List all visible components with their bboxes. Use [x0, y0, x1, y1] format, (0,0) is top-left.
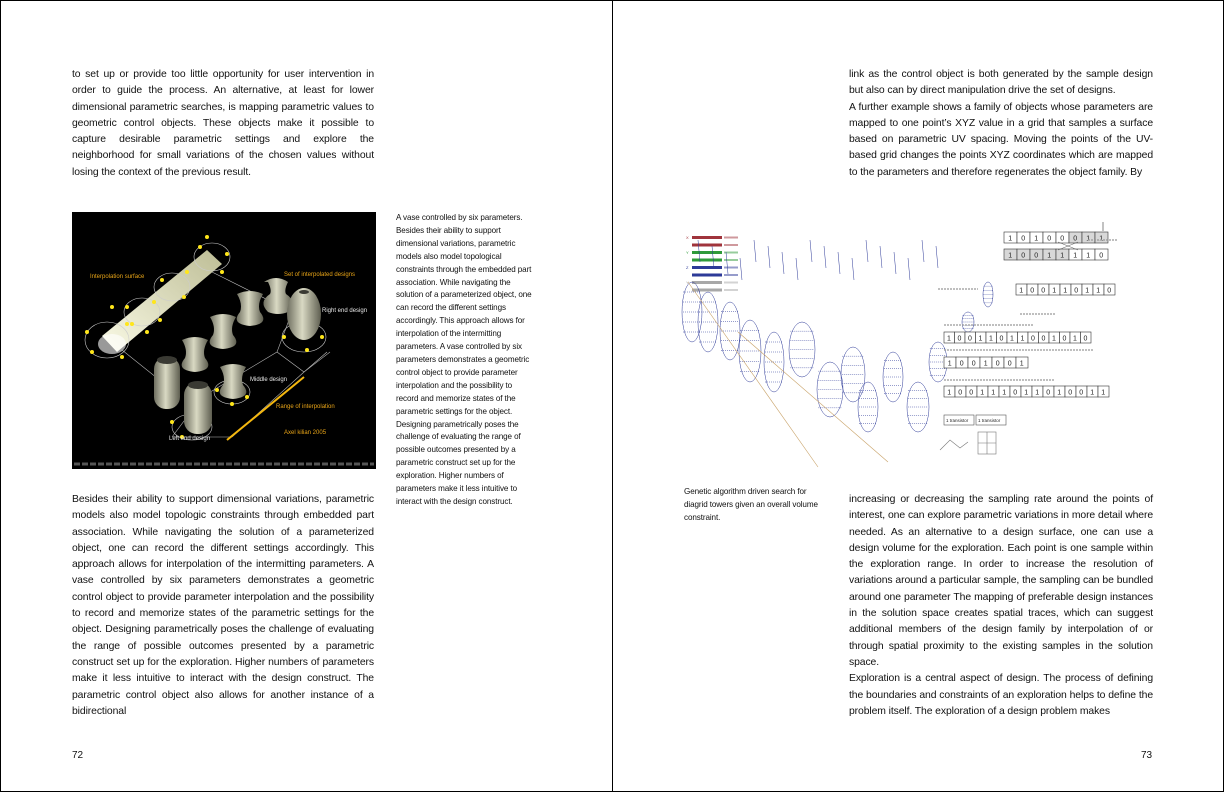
- left-top-paragraph: [72, 67, 374, 181]
- genome-cell-bit: 0: [1031, 335, 1035, 343]
- expression-cell-bit: 0: [1079, 389, 1084, 397]
- simplified-cell-bit: 0: [1007, 360, 1012, 368]
- genome-cell-bit: 1: [1010, 335, 1014, 343]
- tower-mesh: [962, 312, 974, 332]
- parameter-bar: [692, 244, 722, 247]
- axis-letter: Y: [686, 250, 689, 255]
- label-left-end: Left end design: [169, 436, 211, 442]
- crossover-row1-cell-bit: 1: [1099, 235, 1104, 243]
- tower-spike: [852, 258, 854, 280]
- mutation-cell-bit: 0: [1041, 287, 1046, 295]
- crossover-diagram: [938, 222, 1118, 454]
- expression-cell-bit: 1: [980, 389, 985, 397]
- genome-cell-bit: 1: [1020, 335, 1025, 343]
- simplified-cell-bit: 0: [959, 360, 964, 368]
- expression-cell-bit: 0: [958, 389, 963, 397]
- mutation-cell-bit: 0: [1030, 287, 1035, 295]
- parameter-value-text: [724, 259, 738, 261]
- parameter-value-text: [724, 244, 738, 246]
- mutation-cell-bit: 1: [1019, 287, 1024, 295]
- crossover-row2-cell-bit: 0: [1021, 252, 1026, 260]
- parameter-bar: [692, 259, 722, 262]
- transistor-label: 1 transistor: [978, 418, 1001, 423]
- crossover-row1-cell-bit: 1: [1086, 235, 1091, 243]
- crossover-row1-cell-bit: 0: [1047, 235, 1052, 243]
- transistor-label: 1 transistor: [946, 418, 969, 423]
- tower-spike: [936, 246, 938, 268]
- tower-spike: [810, 240, 812, 262]
- crossover-row1-cell-bit: 0: [1060, 235, 1065, 243]
- genome-cell-bit: 1: [978, 335, 983, 343]
- tower-spike: [712, 246, 714, 268]
- genome-cell-bit: 1: [947, 335, 951, 343]
- axis-letter: X: [686, 235, 689, 240]
- crossover-row1-cell-bit: 0: [1073, 235, 1078, 243]
- crossover-row2-cell-bit: 1: [1008, 252, 1013, 260]
- tower-spike: [824, 246, 826, 268]
- expression-cell-bit: 1: [947, 389, 952, 397]
- parameter-value-text: [724, 282, 738, 284]
- label-right-end: Right end design: [322, 308, 368, 314]
- expression-cell-bit: 1: [1024, 389, 1029, 397]
- label-set-interpolated: Set of interpolated designs: [284, 272, 356, 278]
- parameter-bar: [692, 266, 722, 269]
- simplified-cell-bit: 0: [995, 360, 1000, 368]
- crossover-row1-cell-bit: 1: [1008, 235, 1013, 243]
- vase-interpolation-figure: [72, 212, 376, 469]
- expression-cell-bit: 1: [991, 389, 996, 397]
- label-range: Range of interpolation: [276, 404, 335, 410]
- vase-figure-graphic: [72, 212, 376, 469]
- axis-letter: Z: [686, 265, 689, 270]
- genetic-algorithm-figure: [678, 222, 1166, 480]
- crossover-row1-cell-bit: 0: [1021, 235, 1026, 243]
- ga-figure-graphic: [678, 222, 1166, 480]
- genome-cell-bit: 0: [1062, 335, 1067, 343]
- mutation-cell-bit: 0: [1107, 287, 1112, 295]
- expression-cell-bit: 1: [1090, 389, 1095, 397]
- parameter-value-text: [724, 237, 738, 239]
- tower-spike: [740, 258, 742, 280]
- vase-interp-1: [182, 337, 209, 372]
- tower-spike: [782, 252, 784, 274]
- left-top-text: to set up or provide too little opportunity for user intervention in order to guide the process. An alternative, at least for lower dimensional parametric searches, is mapping parametric values to geometric control objects. These objects make it possible to capture desirable parametric settings and explore the neighborhood for small variations of the chosen values without losing the context of the previous result.: [72, 69, 374, 178]
- parameter-bars: [686, 235, 738, 292]
- tower-spike: [726, 252, 728, 274]
- left-bottom-paragraph: [72, 492, 374, 720]
- expression-cell-bit: 1: [1057, 389, 1062, 397]
- simplified-cell-bit: 1: [1019, 360, 1024, 368]
- tower-spike: [754, 240, 756, 262]
- vase-tall-left: [154, 357, 180, 409]
- tower-spike: [866, 240, 868, 262]
- genome-cell-bit: 1: [1052, 335, 1056, 343]
- mutation-cell-bit: 1: [1085, 287, 1090, 295]
- tower-spike: [894, 252, 896, 274]
- genome-cell-bit: 0: [968, 335, 972, 343]
- parameter-bar: [692, 236, 722, 239]
- ground-line-1: [688, 282, 818, 467]
- label-credit: Axel kilian 2005: [284, 430, 327, 436]
- expression-cell-bit: 0: [969, 389, 974, 397]
- parameter-bar: [692, 281, 722, 284]
- vase-interp-2: [210, 314, 237, 349]
- vases: [154, 278, 321, 434]
- axis-letter: Y: [686, 280, 689, 285]
- right-top-paragraphs: [849, 67, 1153, 181]
- expression-cell-bit: 0: [1046, 389, 1051, 397]
- label-interpolation-surface: Interpolation surface: [90, 274, 145, 280]
- right-side-caption: Genetic algorithm driven search for diagrid towers given an overall volume constraint.: [684, 487, 818, 522]
- simplified-cell-bit: 1: [947, 360, 952, 368]
- tower-spike: [880, 246, 882, 268]
- crossover-row1-cell-bit: 1: [1034, 235, 1039, 243]
- expression-cell-bit: 0: [1013, 389, 1018, 397]
- genome-cell-bit: 0: [957, 335, 962, 343]
- mutation-cell-bit: 1: [1063, 287, 1068, 295]
- parameter-value-text: [724, 274, 738, 276]
- crossover-row2-cell-bit: 1: [1047, 252, 1052, 260]
- genome-cell-bit: 0: [1083, 335, 1088, 343]
- right-top-text-2: A further example shows a family of objects whose parameters are mapped to one point’s XYZ value in a grid that samples a surface based on parametric UV spacing. Moving the points of the UV-based grid changes the points XYZ coordinates which are mapped to the parameters and therefore regenerates the object family. By: [849, 101, 1153, 178]
- genome-cell-bit: 1: [1073, 335, 1077, 343]
- ground-line-2: [738, 332, 888, 462]
- tower-spike: [922, 240, 924, 262]
- simplified-cell-bit: 0: [971, 360, 976, 368]
- crossover-row2-cell-bit: 1: [1060, 252, 1065, 260]
- genome-cell-bit: 0: [1041, 335, 1046, 343]
- expression-cell-bit: 1: [1035, 389, 1040, 397]
- right-bottom-text-2: Exploration is a central aspect of design. The process of defining the boundaries and constraints of an exploration helps to define the problem itself. The exploration of a design problem makes: [849, 673, 1153, 717]
- simplified-cell-bit: 1: [983, 360, 988, 368]
- mutation-cell-bit: 1: [1052, 287, 1057, 295]
- expression-cell-bit: 0: [1068, 389, 1073, 397]
- genome-cell-bit: 0: [999, 335, 1004, 343]
- tower-spike: [838, 252, 840, 274]
- parameter-bar: [692, 251, 722, 254]
- page-number-left: 72: [72, 750, 84, 761]
- vase-right-end: [287, 288, 321, 340]
- mutation-cell-bit: 0: [1074, 287, 1079, 295]
- vase-left-end: [184, 382, 212, 434]
- vase-interp-3: [237, 291, 264, 326]
- parameter-bar: [692, 289, 722, 292]
- book-spine: [612, 0, 613, 792]
- parameter-value-text: [724, 289, 738, 291]
- right-bottom-paragraphs: [849, 492, 1153, 720]
- expression-cell-bit: 1: [1002, 389, 1007, 397]
- page-number-right: 73: [1141, 750, 1153, 761]
- tower-spike: [908, 258, 910, 280]
- crossover-row2-cell-bit: 1: [1086, 252, 1091, 260]
- crossover-row2-cell-bit: 0: [1034, 252, 1039, 260]
- mutation-cell-bit: 1: [1096, 287, 1101, 295]
- tower-spike: [768, 246, 770, 268]
- parameter-value-text: [724, 267, 738, 269]
- left-bottom-text: Besides their ability to support dimensional variations, parametric models also model topologic constraints through embedded part association. While navigating the solution of a parameterized object, one can record the different settings accordingly. This approach allows for interpolation of the intermitting parameters. A vase controlled by six parameters demonstrates a geometric control object to provide parameter interpolation and the possibility to record and memorize states of the parametric settings for the object. Designing parametrically poses the challenge of evaluating the range of possible outcomes presented by a parametric construct set up for the exploration. Higher numbers of parameters make it less intuitive to interact with the design construct. The parametric control object also allows for another instance of a bidirectional: [72, 494, 374, 717]
- label-middle: Middle design: [250, 377, 288, 383]
- crossover-row2-cell-bit: 0: [1099, 252, 1104, 260]
- crossover-row2-cell-bit: 1: [1073, 252, 1078, 260]
- right-bottom-text-1: increasing or decreasing the sampling rate around the points of interest, one can explore parametric variations in more detail where needed. As an alternative to a design surface, one can use a design volume for the exploration. Each point is one sample within the exploration range. In order to increase the resolution of variations around a particular sample, the sampling can be bundled around one parameter The mapping of preferable design instances in the solution space creates spatial traces, which can suggest additional members of the design family by interpolation of or through spatial proximity to the existing samples in the solution space.: [849, 494, 1153, 668]
- expression-cell-bit: 1: [1101, 389, 1106, 397]
- right-top-text-1: link as the control object is both generated by the sample design but also can by direct manipulation drive the set of designs.: [849, 69, 1153, 97]
- genome-cell-bit: 1: [989, 335, 993, 343]
- parameter-bar: [692, 274, 722, 277]
- left-side-caption: A vase controlled by six parameters. Besides their ability to support dimensional variations, parametric models also model topological constraints through the embedded part association. While navigating the solution of a parameterized object, one can record the different settings accordingly. This approach allows for interpolation of the intermitting parameters. A vase controlled by six parameters demonstrates a geometric control object to provide parameter interpolation and the possibility to record and memorize states of the parametric settings for the object. Designing parametrically poses the challenge of evaluating the range of possible outcomes presented by a parametric construct set up for the exploration. Higher numbers of parameters make it less intuitive to interact with the design construct.: [396, 213, 532, 506]
- wire-sketch: [940, 440, 968, 450]
- tower-spike: [796, 258, 798, 280]
